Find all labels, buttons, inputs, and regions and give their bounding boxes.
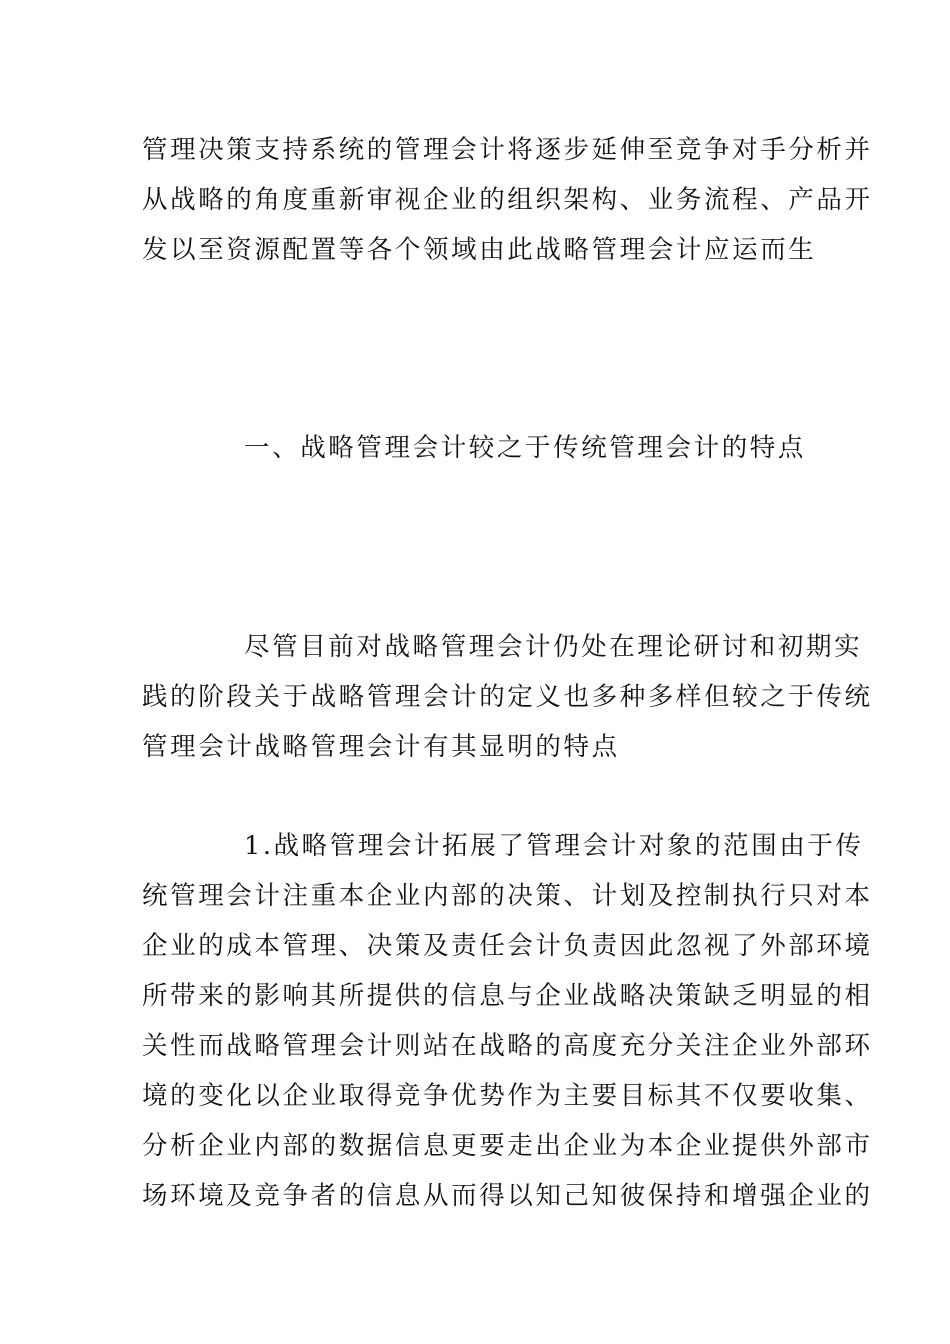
text-line: 统管理会计注重本企业内部的决策、计划及控制执行只对本	[142, 881, 873, 911]
text-line: 从战略的角度重新审视企业的组织架构、业务流程、产品开	[142, 185, 873, 215]
text-line: 管理决策支持系统的管理会计将逐步延伸至竞争对手分析并	[142, 135, 873, 165]
text-line: 境的变化以企业取得竞争优势作为主要目标其不仅要收集、	[142, 1081, 873, 1111]
text-line: 企业的成本管理、决策及责任会计负责因此忽视了外部环境	[142, 931, 873, 961]
text-line: 践的阶段关于战略管理会计的定义也多种多样但较之于传统	[142, 682, 873, 712]
text-line: 尽管目前对战略管理会计仍处在理论研讨和初期实	[244, 632, 863, 662]
text-line: 关性而战略管理会计则站在战略的高度充分关注企业外部环	[142, 1031, 873, 1061]
text-line: 发以至资源配置等各个领域由此战略管理会计应运而生	[142, 235, 817, 265]
text-line: 场环境及竞争者的信息从而得以知己知彼保持和增强企业的	[142, 1181, 873, 1211]
text-line: 分析企业内部的数据信息更要走出企业为本企业提供外部市	[142, 1131, 873, 1161]
text-line: 管理会计战略管理会计有其显明的特点	[142, 732, 620, 762]
section-heading: 一、战略管理会计较之于传统管理会计的特点	[244, 433, 807, 463]
text-line: 1.战略管理会计拓展了管理会计对象的范围由于传	[244, 831, 864, 861]
text-line: 所带来的影响其所提供的信息与企业战略决策缺乏明显的相	[142, 981, 873, 1011]
